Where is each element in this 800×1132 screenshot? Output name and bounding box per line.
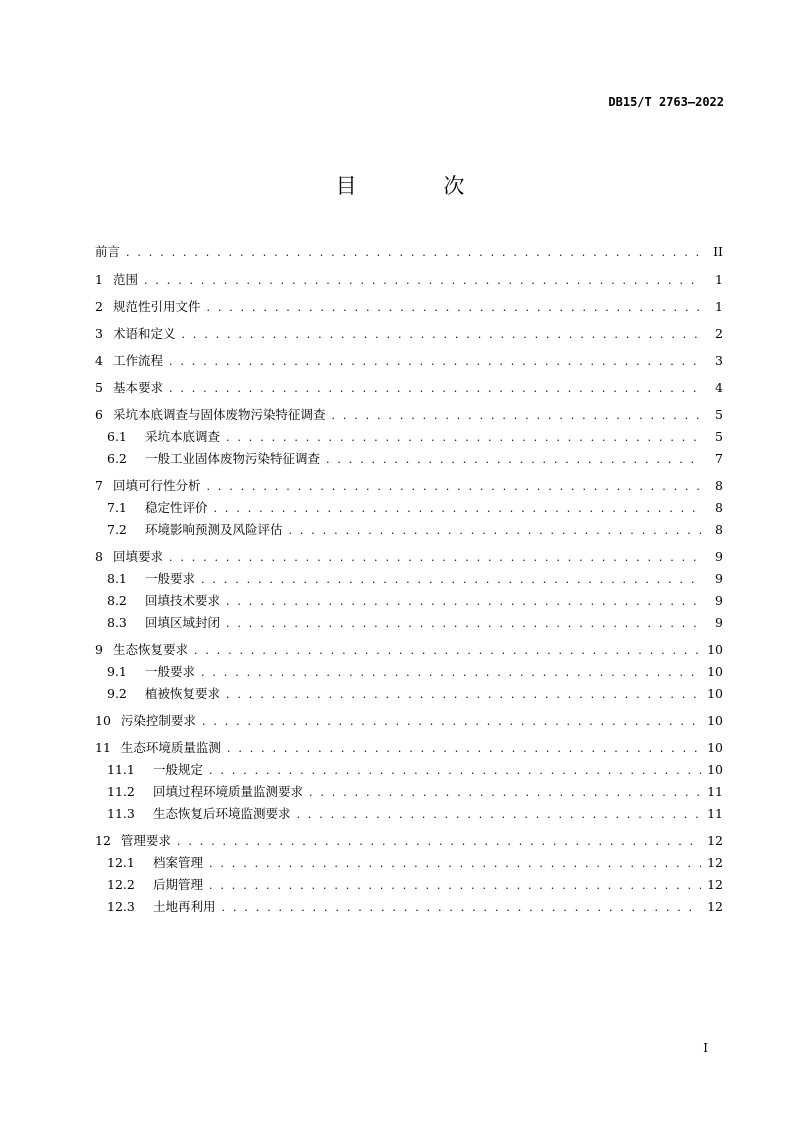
toc-entry-number: 9.1 — [107, 664, 127, 679]
toc-leader-dots — [201, 569, 701, 591]
toc-entry-number: 10 — [95, 713, 111, 728]
toc-entry-page: 1 — [715, 272, 723, 287]
toc-leader-dots — [202, 711, 701, 733]
toc-entry-label: 回填区域封闭 — [145, 615, 221, 630]
toc-entry-6[interactable] — [95, 404, 723, 426]
toc-entry-number: 9 — [95, 642, 103, 657]
toc-entry-label: 规范性引用文件 — [112, 299, 201, 314]
toc-leader-dots — [169, 547, 701, 569]
toc-leader-dots — [222, 897, 701, 919]
toc-leader-dots — [181, 324, 701, 346]
toc-entry-label: 回填可行性分析 — [112, 478, 201, 493]
toc-entry-page: 2 — [715, 326, 723, 341]
toc-entry-number: 1 — [95, 272, 103, 287]
toc-entry-label: 采坑本底调查与固体废物污染特征调查 — [112, 407, 326, 422]
toc-entry-8-1[interactable] — [95, 568, 723, 590]
toc-entry-number: 6 — [95, 407, 103, 422]
toc-entry-label: 回填技术要求 — [145, 593, 221, 608]
toc-entry-page: 4 — [715, 380, 723, 395]
toc-entry-label: 生态恢复后环境监测要求 — [153, 806, 291, 821]
toc-entry-number: 2 — [95, 299, 103, 314]
toc-entry-number: 7.1 — [107, 500, 127, 515]
toc-leader-dots — [226, 613, 701, 635]
toc-entry-page: 9 — [715, 615, 723, 630]
toc-entry-number: 6.2 — [107, 451, 127, 466]
page-number: I — [703, 1041, 708, 1055]
toc-leader-dots — [194, 640, 701, 662]
toc-leader-dots — [209, 853, 701, 875]
toc-entry-label: 环境影响预测及风险评估 — [145, 522, 283, 537]
toc-leader-dots — [226, 427, 701, 449]
toc-entry-label: 一般工业固体废物污染特征调查 — [145, 451, 321, 466]
toc-entry-page: 5 — [715, 429, 723, 444]
toc-entry-number: 11 — [95, 740, 111, 755]
toc-entry-page: 5 — [715, 407, 723, 422]
toc-entry-6-1[interactable] — [95, 426, 723, 448]
toc-entry-12-1[interactable] — [95, 852, 723, 874]
toc-entry-number: 11.3 — [107, 806, 135, 821]
toc-entry-page: 10 — [707, 642, 723, 657]
toc-leader-dots — [144, 270, 701, 292]
toc-entry-label: 回填要求 — [112, 549, 163, 564]
toc-entry-page: 10 — [707, 664, 723, 679]
toc-entry-label: 回填过程环境质量监测要求 — [153, 784, 304, 799]
toc-entry-label: 一般要求 — [145, 571, 196, 586]
toc-entry-label: 生态恢复要求 — [112, 642, 188, 657]
toc-entry-label: 采坑本底调查 — [145, 429, 221, 444]
toc-entry-page: 12 — [707, 899, 723, 914]
toc-entry-page: 8 — [715, 522, 723, 537]
toc-entry-number: 12.3 — [107, 899, 135, 914]
toc-entry-number: 9.2 — [107, 686, 127, 701]
toc-entry-page: 11 — [707, 806, 723, 821]
toc-entry-number: 8 — [95, 549, 103, 564]
toc-entry-12-3[interactable] — [95, 896, 723, 918]
toc-entry-label: 前言 — [95, 244, 121, 259]
toc-entry-page: 7 — [715, 451, 723, 466]
toc-leader-dots — [201, 662, 701, 684]
toc-entry-label: 植被恢复要求 — [145, 686, 221, 701]
table-of-contents — [95, 241, 723, 918]
toc-entry-label: 范围 — [112, 272, 138, 287]
toc-entry-12-2[interactable] — [95, 874, 723, 896]
toc-leader-dots — [169, 351, 701, 373]
toc-entry-label: 一般要求 — [145, 664, 196, 679]
toc-entry-label: 土地再利用 — [153, 899, 216, 914]
toc-entry-11-3[interactable] — [95, 803, 723, 825]
toc-entry-8-2[interactable] — [95, 590, 723, 612]
toc-entry-label: 污染控制要求 — [120, 713, 196, 728]
toc-leader-dots — [177, 831, 701, 853]
toc-entry-number: 5 — [95, 380, 103, 395]
toc-entry-number: 7.2 — [107, 522, 127, 537]
toc-entry-label: 稳定性评价 — [145, 500, 208, 515]
toc-entry-3[interactable] — [95, 323, 723, 345]
toc-leader-dots — [326, 449, 701, 471]
toc-entry-label: 一般规定 — [153, 762, 204, 777]
toc-entry-4[interactable] — [95, 350, 723, 372]
toc-leader-dots — [206, 297, 701, 319]
toc-entry-label: 基本要求 — [112, 380, 163, 395]
toc-entry-page: 9 — [715, 593, 723, 608]
toc-leader-dots — [331, 405, 701, 427]
toc-entry-number: 11.2 — [107, 784, 135, 799]
toc-entry-6-2[interactable] — [95, 448, 723, 470]
toc-entry-page: 12 — [707, 855, 723, 870]
toc-entry-7[interactable] — [95, 475, 723, 497]
toc-entry-label: 档案管理 — [153, 855, 204, 870]
toc-entry-11-2[interactable] — [95, 781, 723, 803]
toc-entry-label: 管理要求 — [120, 833, 171, 848]
toc-entry-foreword[interactable] — [95, 241, 723, 264]
toc-entry-9-2[interactable] — [95, 683, 723, 705]
toc-entry-10[interactable] — [95, 710, 723, 732]
toc-entry-number: 11.1 — [107, 762, 135, 777]
toc-entry-8[interactable] — [95, 546, 723, 568]
toc-entry-9-1[interactable] — [95, 661, 723, 683]
toc-entry-page: 10 — [707, 686, 723, 701]
toc-entry-page: 11 — [707, 784, 723, 799]
toc-leader-dots — [227, 738, 701, 760]
toc-entry-8-3[interactable] — [95, 612, 723, 634]
toc-entry-page: 10 — [707, 713, 723, 728]
toc-entry-page: 10 — [707, 740, 723, 755]
toc-entry-7-1[interactable] — [95, 497, 723, 519]
document-code: DB15/T 2763—2022 — [608, 95, 724, 109]
toc-leader-dots — [226, 684, 701, 706]
toc-entry-page: 9 — [715, 571, 723, 586]
toc-entry-page: 12 — [707, 877, 723, 892]
toc-entry-11-1[interactable] — [95, 759, 723, 781]
toc-leader-dots — [206, 476, 701, 498]
toc-entry-page: 3 — [715, 353, 723, 368]
toc-entry-number: 4 — [95, 353, 103, 368]
toc-entry-5[interactable] — [95, 377, 723, 399]
toc-entry-number: 7 — [95, 478, 103, 493]
toc-leader-dots — [169, 378, 701, 400]
toc-entry-number: 6.1 — [107, 429, 127, 444]
toc-title: 目 次 — [335, 174, 505, 198]
toc-entry-9[interactable] — [95, 639, 723, 661]
toc-entry-label: 工作流程 — [112, 353, 163, 368]
toc-entry-7-2[interactable] — [95, 519, 723, 541]
toc-entry-number: 3 — [95, 326, 103, 341]
toc-leader-dots — [309, 782, 701, 804]
toc-entry-number: 12.2 — [107, 877, 135, 892]
toc-entry-number: 12.1 — [107, 855, 135, 870]
toc-entry-page: 8 — [715, 500, 723, 515]
toc-leader-dots — [209, 760, 701, 782]
toc-entry-label: 生态环境质量监测 — [120, 740, 221, 755]
toc-leader-dots — [297, 804, 701, 826]
toc-leader-dots — [126, 242, 701, 264]
toc-entry-number: 8.3 — [107, 615, 127, 630]
toc-entry-page: 8 — [715, 478, 723, 493]
toc-entry-page: II — [713, 244, 723, 259]
toc-leader-dots — [289, 520, 701, 542]
toc-entry-page: 1 — [715, 299, 723, 314]
toc-entry-page: 9 — [715, 549, 723, 564]
toc-entry-label: 后期管理 — [153, 877, 204, 892]
toc-entry-2[interactable] — [95, 296, 723, 318]
toc-entry-number: 8.2 — [107, 593, 127, 608]
toc-entry-number: 12 — [95, 833, 111, 848]
toc-entry-11[interactable] — [95, 737, 723, 759]
toc-entry-12[interactable] — [95, 830, 723, 852]
toc-entry-label: 术语和定义 — [112, 326, 176, 341]
toc-leader-dots — [214, 498, 701, 520]
toc-leader-dots — [209, 875, 701, 897]
toc-entry-1[interactable] — [95, 269, 723, 291]
toc-entry-page: 12 — [707, 833, 723, 848]
toc-entry-number: 8.1 — [107, 571, 127, 586]
toc-entry-page: 10 — [707, 762, 723, 777]
toc-leader-dots — [226, 591, 701, 613]
